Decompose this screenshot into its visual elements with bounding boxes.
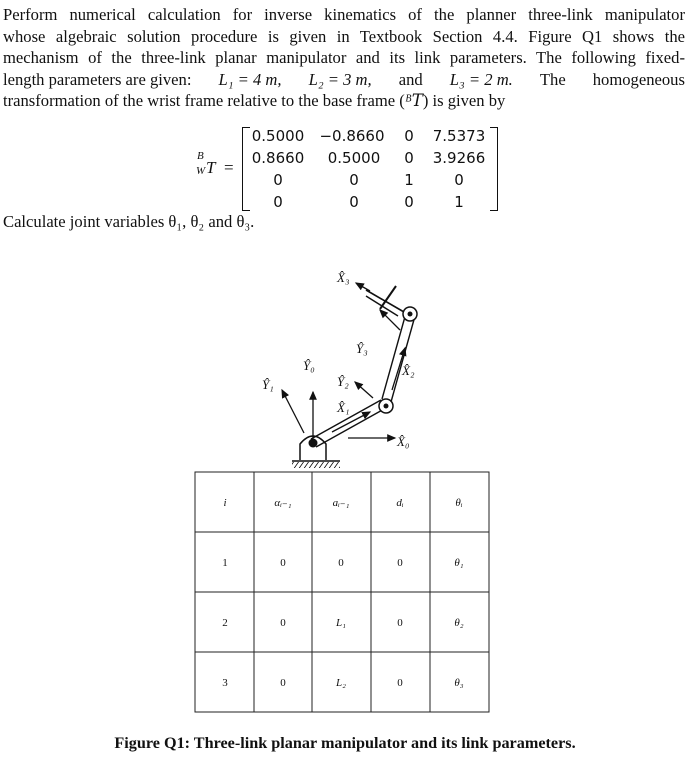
matrix-cell: 0 [273,193,283,211]
problem-line-3: mechanism of the three-link planar manipulator and its link parameters. The following fixed- [3,48,685,67]
table-header-d: dᵢ [396,497,404,509]
table-cell: θ₃ [454,677,464,689]
y1-axis-arrow [282,390,304,433]
table-cell: 0 [280,557,286,569]
matrix-cell: 0 [273,171,283,189]
table-header-theta: θᵢ [455,497,463,509]
x0-label: X̂₀ [397,434,410,449]
table-header-i: i [223,497,227,509]
matrix-cell: 0.5000 [251,127,305,145]
matrix-cell: 0 [454,171,464,189]
table-cell: 0 [397,617,403,629]
table-cell: 0 [397,677,403,689]
matrix-cell: 0.5000 [327,149,381,167]
matrix-cell: −0.8660 [319,127,385,145]
matrix-cell: 0 [349,193,359,211]
table-header-a: aᵢ₋₁ [332,497,350,509]
x3-label: X̂₃ [337,270,350,285]
table-cell: L₁ [336,617,346,629]
table-cell: 0 [280,677,286,689]
x2-label: X̂₂ [402,363,415,378]
link-2 [382,313,415,402]
problem-line-5: transformation of the wrist frame relative to the base frame (ᴮ𝑇) is given by [3,91,506,110]
table-cell: 0 [280,617,286,629]
table-cell: θ₁ [454,557,464,569]
joint-3 [403,307,417,321]
table-cell: 0 [397,557,403,569]
y1-label: Ŷ₁ [262,377,274,392]
matrix-cell: 0 [349,171,359,189]
y3-label: Ŷ₃ [356,341,368,356]
matrix-cell: 7.5373 [432,127,486,145]
link-3-gripper [366,286,404,316]
x1-axis-arrow [332,412,370,432]
problem-line-2: whose algebraic solution procedure is given in Textbook Section 4.4. Figure Q1 shows the [3,26,685,46]
table-cell: L₂ [336,677,346,689]
table-cell: θ₂ [454,617,464,629]
table-cell: 3 [222,677,228,689]
dh-parameter-table [195,472,489,712]
matrix-cell: 0.8660 [251,149,305,167]
matrix-cell: 3.9266 [432,149,486,167]
table-cell: 2 [222,617,228,629]
x1-label: X̂₁ [337,400,350,415]
table-cell: 0 [338,557,344,569]
ground-base [292,436,340,468]
matrix-cell: 0 [404,149,414,167]
matrix-cell: 0 [404,193,414,211]
matrix-cell: 1 [404,171,414,189]
figure-caption: Figure Q1: Three-link planar manipulator and its link parameters. [114,734,576,752]
matrix-cell: 1 [454,193,464,211]
calculation-prompt: Calculate joint variables θ₁, θ₂ and θ₃. [3,212,255,231]
matrix-cell: 0 [404,127,414,145]
table-header-alpha: αᵢ₋₁ [274,497,292,509]
y3-axis-arrow [380,310,400,330]
y0-label: Ŷ₀ [303,358,315,373]
problem-line-1: Perform numerical calculation for inverse kinematics of the planner three-link manipulator [3,5,685,24]
table-cell: 1 [222,557,228,569]
y2-label: Ŷ₂ [337,374,349,389]
x3-axis-arrow [356,283,370,291]
problem-line-4: length parameters are given: L₁ = 4 m, L₂ = 3 m, and L₃ = 2 m. The homogeneous [3,69,685,89]
y2-axis-arrow [355,382,373,398]
